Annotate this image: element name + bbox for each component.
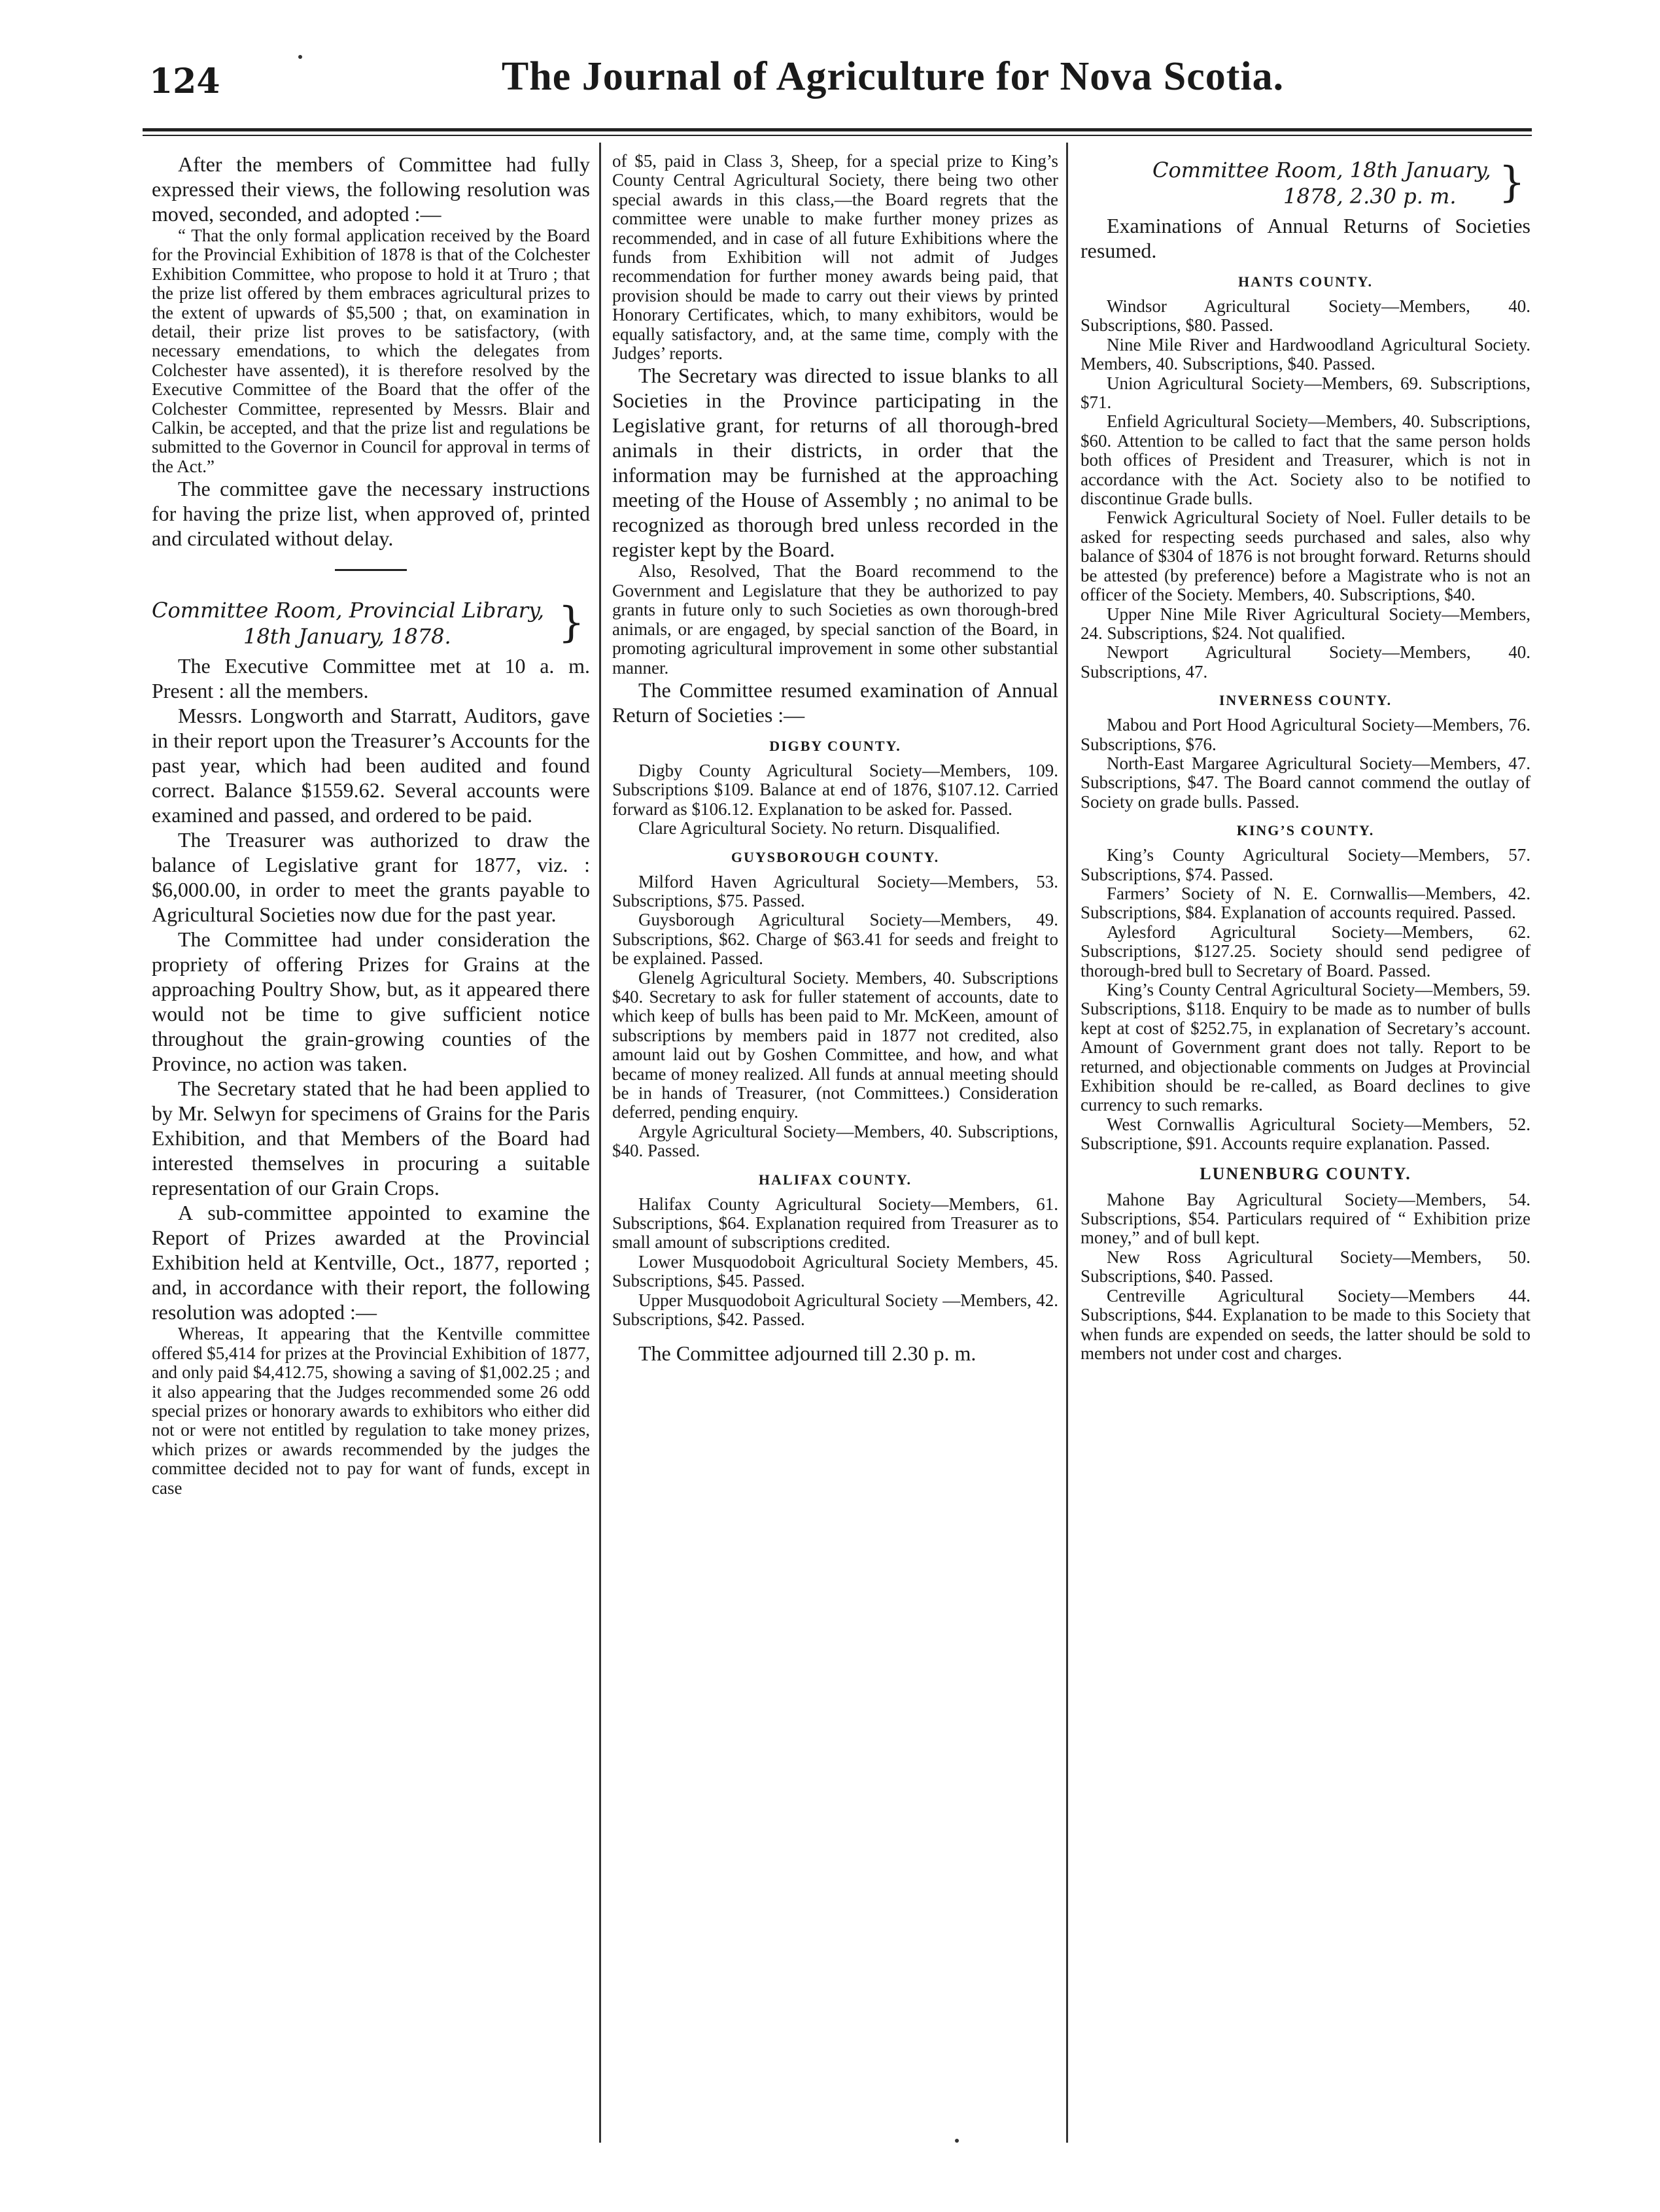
paragraph: The Committee resumed examination of Annual Return of Societies :— [612,678,1058,727]
brace-glyph: } [1498,158,1525,207]
column-left [152,152,590,1498]
dateline [152,597,590,649]
society-entry: North-East Margaree Agricultural Society—Members, 47. Subscriptions, $47. The Board cannot commend the outlay of Society on grade bulls. Passed. [1081,753,1530,812]
society-entry: Milford Haven Agricultural Society—Members, 53. Subscriptions, $75. Passed. [612,871,1058,910]
paragraph: After the members of Committee had fully expressed their views, the following resolution was moved, seconded, and adopted :— [152,152,590,226]
paragraph: A sub-committee appointed to examine the Report of Prizes awarded at the Provincial Exhibition held at Kentville, Oct., 1877, reported ; and, in accordance with their report, the following resolution was adopted :— [152,1201,590,1324]
county-heading: INVERNESS COUNTY. [1219,692,1392,709]
county-heading: KING’S COUNTY. [1236,822,1375,839]
society-entry: Union Agricultural Society—Members, 69. Subscriptions, $71. [1081,373,1530,413]
paragraph: Also, Resolved, That the Board recommend to the Government and Legislature that they be authorized to pay grants in future only to such Societies as own thorough-bred animals, or are engaged, by special sanction of the Board, in promoting agricultural improvement in some other substantial manner. [612,561,1058,678]
society-entry: Windsor Agricultural Society—Members, 40. Subscriptions, $80. Passed. [1081,296,1530,336]
running-title: The Journal of Agriculture for Nova Scotia. [501,54,1285,99]
society-entry: Argyle Agricultural Society—Members, 40. Subscriptions, $40. Passed. [612,1121,1058,1161]
society-entry: Guysborough Agricultural Society—Members, 49. Subscriptions, $62. Charge of $63.41 for seeds and freight to be explained. Passed. [612,910,1058,969]
society-entry: Enfield Agricultural Society—Members, 40. Subscriptions, $60. Attention to be called to fact that the same person holds both offices of President and Treasurer, which is not in accordance with the Act. Society also to be notified to discontinue Grade bulls. [1081,411,1530,509]
society-entry: Lower Musquodoboit Agricultural Society Members, 45. Subscriptions, $45. Passed. [612,1251,1058,1291]
paragraph: of $5, paid in Class 3, Sheep, for a special prize to King’s County Central Agricultural Society, there being two other special awards in this class,—the Board regrets that the committee were unable to make further money prizes as recommended, and in case of all future Exhibitions where the funds from Exhibition will not admit of Judges recommendation for further money awards being paid, that provision should be made to carry out their views by printed Honorary Certificates, which, to many exhibitors, would be equally satisfactory, and, at the same time, comply with the Judges’ reports. [612,151,1058,364]
society-entry: Upper Musquodoboit Agricultural Society —Members, 42. Subscriptions, $42. Passed. [612,1290,1058,1330]
society-entry: Glenelg Agricultural Society. Members, 40. Subscriptions $40. Secretary to ask for fuller statement of accounts, date to which keep of bulls has been paid to Mr. McKeen, amount of subscriptions by members paid in 1877 not credited, also amount laid out by Goshen Committee, and how, and what became of money realized. All funds at annual meeting should be in hands of Treasurer, (not Committees.) Consideration deferred, pending enquiry. [612,967,1058,1122]
section-separator [335,569,407,571]
society-entry: New Ross Agricultural Society—Members, 50. Subscriptions, $40. Passed. [1081,1247,1530,1287]
society-entry: Nine Mile River and Hardwoodland Agricultural Society. Members, 40. Subscriptions, $40. Passed. [1081,334,1530,374]
column-divider-left [599,143,601,2143]
society-entry: King’s County Agricultural Society—Members, 57. Subscriptions, $74. Passed. [1081,845,1530,884]
resolution-quote: “ That the only formal application received by the Board for the Provincial Exhibition of 1878 is that of the Colchester Exhibition Committee, who propose to hold it at Truro ; that the prize list offered by them embraces agricultural prizes to the extent of upwards of $5,500 ; that, on examination in detail, their prize list proves to be satisfactory, (with necessary emendations, to which the delegates from Colchester have assented), it is therefore resolved by the Executive Committee of the Board that the offer of the Colchester Committee, represented by Messrs. Blair and Calkin, be accepted, and that the prize list and regulations be submitted to the Governor in Council for approval in terms of the Act.” [152,226,590,476]
society-entry: Centreville Agricultural Society—Members 44. Subscriptions, $44. Explanation to be made to this Society that when funds are expended on seeds, the latter should be sold to members not under cost and charges. [1081,1285,1530,1363]
society-entry: Fenwick Agricultural Society of Noel. Fuller details to be asked for respecting seeds purchased and sales, also why balance of $304 of 1876 is not brought forward. Returns should be attested (by preference) before a Magistrate who is not an officer of the Society. Members, 40. Subscriptions, $40. [1081,508,1530,605]
paragraph: Messrs. Longworth and Starratt, Auditors, gave in their report upon the Treasurer’s Accounts for the past year, which had been audited and found correct. Balance $1559.62. Several accounts were examined and passed, and ordered to be paid. [152,704,590,827]
paragraph: The Executive Committee met at 10 a. m. Present : all the members. [152,654,590,703]
dateline-line-1: Committee Room, Provincial Library, [152,598,545,623]
column-middle [612,152,1058,1366]
county-heading: LUNENBURG COUNTY. [1200,1164,1411,1183]
print-speck [298,55,302,59]
paragraph: The Secretary was directed to issue blanks to all Societies in the Province participating in the Legislative grant, for returns of all thorough-bred animals in their districts, in order that the information may be furnished at the approaching meeting of the House of Assembly ; no animal to be recognized as thorough bred unless recorded in the register kept by the Board. [612,364,1058,562]
society-entry: Upper Nine Mile River Agricultural Society—Members, 24. Subscriptions, $24. Not qualified. [1081,604,1530,643]
paragraph: The Committee had under consideration the propriety of offering Prizes for Grains at the approaching Poultry Show, but, as it appeared there would not be time to give sufficient notice throughout the grain-growing counties of the Province, no action was taken. [152,927,590,1076]
society-entry: Aylesford Agricultural Society—Members, 62. Subscriptions, $127.25. Society should send pedigree of thorough-bred bull to Secretary of Board. Passed. [1081,922,1530,980]
society-entry: West Cornwallis Agricultural Society—Members, 52. Subscriptione, $91. Accounts require explanation. Passed. [1081,1114,1530,1154]
paragraph: Examinations of Annual Returns of Societies resumed. [1081,214,1530,262]
header-rule-thin [143,135,1532,136]
print-speck [955,2139,959,2143]
county-heading: DIGBY COUNTY. [769,737,901,754]
page-number: 124 [149,61,220,101]
county-heading: HANTS COUNTY. [1237,273,1374,290]
header-rule [143,128,1532,131]
adjournment-note: The Committee adjourned till 2.30 p. m. [638,1341,977,1366]
society-entry: Digby County Agricultural Society—Members, 109. Subscriptions $109. Balance at end of 1876, $107.12. Carried forward as $106.12. Explanation to be asked for. Passed. [612,760,1058,819]
dateline-line-2: 1878, 2.30 p. m. [1283,184,1457,209]
dateline-line-2: 18th January, 1878. [243,624,451,649]
dateline-line-1: Committee Room, 18th January, [1152,158,1491,182]
column-divider-right [1066,143,1068,2143]
society-entry: Clare Agricultural Society. No return. Disqualified. [638,818,1001,838]
column-right [1081,152,1530,1363]
county-heading: GUYSBOROUGH COUNTY. [731,848,940,865]
society-entry: Halifax County Agricultural Society—Members, 61. Subscriptions, $64. Explanation required from Treasurer as to small amount of subscriptions credited. [612,1194,1058,1253]
society-entry: Mahone Bay Agricultural Society—Members, 54. Subscriptions, $54. Particulars required of “ Exhibition prize money,” and of bull kept. [1081,1189,1530,1248]
society-entry: King’s County Central Agricultural Society—Members, 59. Subscriptions, $118. Enquiry to be made as to number of bulls kept at cost of $252.75, in explanation of Secretary’s account. Amount of Government grant does not tally. Report to be returned, and objectionable comments on Judges at Provincial Exhibition should be re-called, as Board declines to give currency to such remarks. [1081,980,1530,1115]
society-entry: Mabou and Port Hood Agricultural Society—Members, 76. Subscriptions, $76. [1081,715,1530,754]
society-entry: Farmers’ Society of N. E. Cornwallis—Members, 42. Subscriptions, $84. Explanation of accounts required. Passed. [1081,883,1530,923]
society-entry: Newport Agricultural Society—Members, 40. Subscriptions, 47. [1081,642,1530,682]
county-heading: HALIFAX COUNTY. [758,1171,912,1188]
brace-glyph: } [558,598,585,648]
paragraph: The Secretary stated that he had been applied to by Mr. Selwyn for specimens of Grains for the Paris Exhibition, and that Members of the Board had interested themselves in procuring a suitable representation of our Grain Crops. [152,1077,590,1200]
dateline [1081,157,1530,209]
paragraph: The committee gave the necessary instructions for having the prize list, when approved of, printed and circulated without delay. [152,477,590,551]
paragraph: The Treasurer was authorized to draw the balance of Legislative grant for 1877, viz. : $6,000.00, in order to meet the grants payable to Agricultural Societies now due for the past year. [152,828,590,927]
paragraph: Whereas, It appearing that the Kentville committee offered $5,414 for prizes at the Provincial Exhibition of 1877, and only paid $4,412.75, showing a saving of $1,002.25 ; and it also appearing that the Judges recommended some 26 odd special prizes or honorary awards to exhibitors who either did not or were not entitled by regulation to take money prizes, which prizes or awards recommended by the judges the committee decided not to pay for want of funds, except in case [152,1324,590,1498]
